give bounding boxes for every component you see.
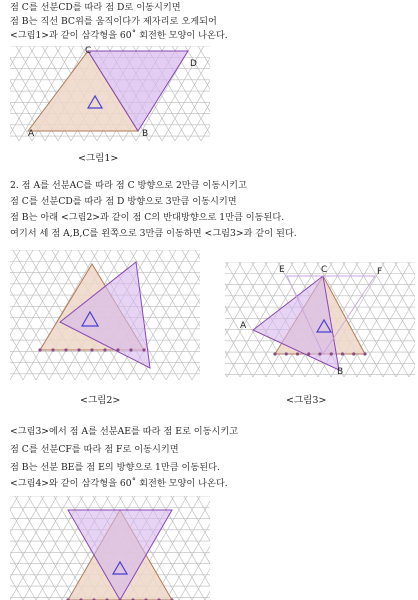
grid-line xyxy=(382,262,415,377)
grid-point xyxy=(77,348,80,351)
grid-point xyxy=(296,352,299,355)
grid-line xyxy=(197,496,210,600)
figure-1-label-C: C xyxy=(85,46,92,56)
grid-point xyxy=(363,352,366,355)
grid-point xyxy=(307,352,310,355)
grid-line xyxy=(344,262,410,377)
grid-line xyxy=(169,250,200,380)
grid-line xyxy=(370,262,415,377)
grid-line xyxy=(179,250,200,380)
grid-line xyxy=(10,496,49,600)
grid-line xyxy=(10,250,49,380)
figure-3-label-F: F xyxy=(377,267,383,277)
grid-line xyxy=(225,262,227,377)
figure-3-label-B: B xyxy=(337,367,344,377)
grid-point xyxy=(64,348,67,351)
figure-1-label-B: B xyxy=(142,129,149,139)
grid-point xyxy=(330,352,333,355)
text-line-7: 여기서 세 점 A,B,C를 왼쪽으로 3만큼 이동하면 <그림3>과 같이 된다. xyxy=(10,228,297,239)
grid-point xyxy=(90,348,93,351)
grid-point xyxy=(352,352,355,355)
figure-3-dots xyxy=(273,352,366,355)
figure-3-label-C: C xyxy=(321,265,328,275)
grid-line xyxy=(10,46,22,141)
text-line-1: 점 C를 선분CD를 따라 점 D로 이동시키면 xyxy=(10,2,181,13)
grid-line xyxy=(225,262,228,377)
grid-point xyxy=(285,352,288,355)
grid-line xyxy=(10,250,46,380)
grid-line xyxy=(10,250,62,380)
grid-line xyxy=(408,262,415,377)
grid-point xyxy=(142,348,145,351)
figure-1-label-D: D xyxy=(190,59,197,69)
grid-point xyxy=(38,348,41,351)
figure-1-caption: <그림1> xyxy=(78,153,119,164)
text-line-10: 점 B는 선분 BE를 점 E의 방향으로 1만큼 이동된다. xyxy=(10,462,220,473)
text-line-2: 점 B는 직선 BC위를 움직이다가 제자리로 오게되어 xyxy=(10,16,217,27)
grid-point xyxy=(318,352,321,355)
text-line-5: 점 C를 선분CD를 따라 점 D 방향으로 3만큼 이동시키면 xyxy=(10,196,237,207)
grid-line xyxy=(10,496,62,600)
text-line-9: 점 C를 선분CF를 따라 점 F로 이동시키면 xyxy=(10,444,179,455)
figure-2-purple-triangle xyxy=(60,262,150,368)
figure-2-caption: <그림2> xyxy=(80,395,121,406)
figure-1-label-A: A xyxy=(28,129,35,139)
grid-point xyxy=(129,348,132,351)
text-line-8: <그림3>에서 점 A를 선분AE를 따라 점 E로 이동시키고 xyxy=(10,426,239,437)
figure-3-label-A: A xyxy=(240,321,247,331)
text-line-11: <그림4>와 같이 삼각형을 60˚ 회전한 모양이 나온다. xyxy=(10,478,228,489)
grid-point xyxy=(51,348,54,351)
grid-line xyxy=(179,496,210,600)
figure-3-label-E: E xyxy=(279,265,285,275)
text-line-3: <그림1>과 같이 삼각형을 60˚ 회전한 모양이 나온다. xyxy=(10,30,228,41)
grid-line xyxy=(195,250,200,380)
grid-line xyxy=(10,496,23,600)
text-line-4: 2. 점 A를 선분AC를 따라 점 C 방향으로 2만큼 이동시키고 xyxy=(10,180,247,191)
grid-line xyxy=(166,250,200,380)
figure-4 xyxy=(10,496,210,600)
grid-line xyxy=(343,262,409,377)
grid-point xyxy=(116,348,119,351)
figure-1 xyxy=(10,46,210,141)
figure-2 xyxy=(10,250,200,380)
figure-3 xyxy=(225,262,415,377)
grid-line xyxy=(10,496,31,600)
grid-line xyxy=(225,262,241,377)
grid-point xyxy=(273,352,276,355)
grid-point xyxy=(103,348,106,351)
grid-line xyxy=(198,46,210,141)
text-line-6: 점 B는 아래 <그림2>과 같이 점 C의 반대방향으로 1만큼 이동된다. xyxy=(10,212,285,223)
grid-line xyxy=(10,250,36,380)
figure-3-caption: <그림3> xyxy=(286,395,327,406)
grid-point xyxy=(341,352,344,355)
